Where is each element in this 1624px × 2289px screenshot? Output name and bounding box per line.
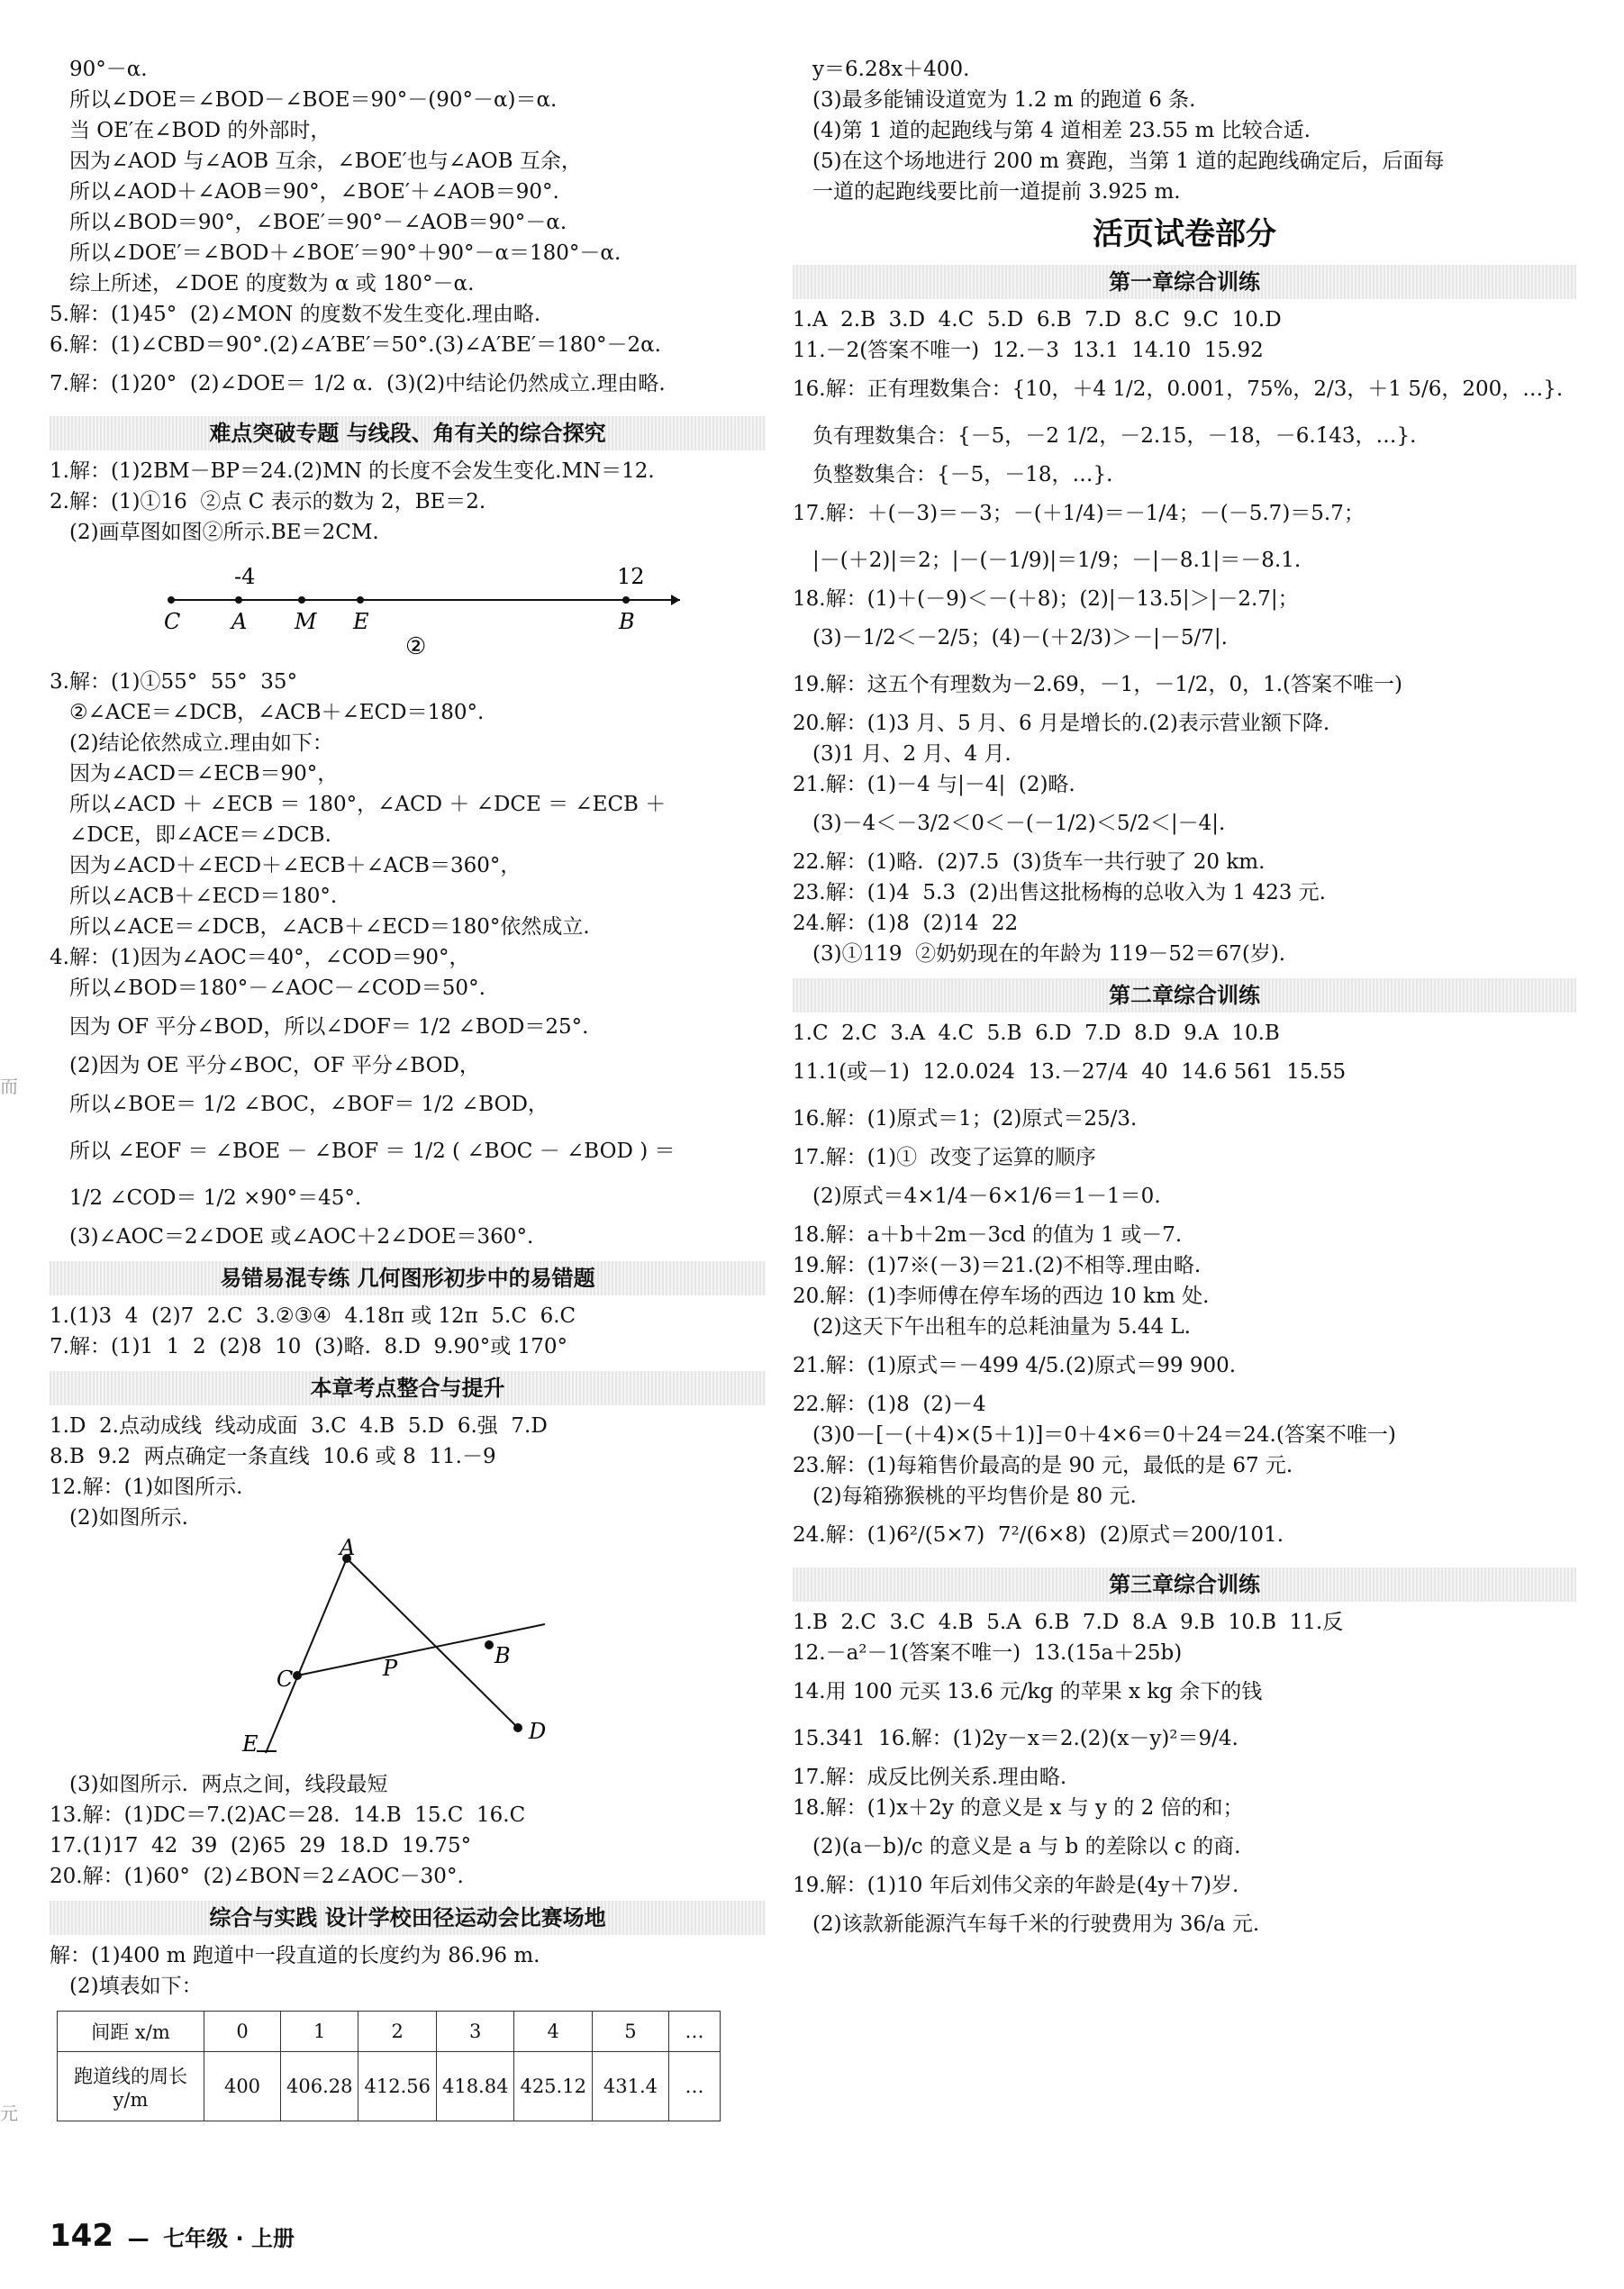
answer-block [793,54,1576,207]
perimeter-table [57,2011,721,2121]
answer-line: 1.A 2.B 3.D 4.C 5.D 6.B 7.D 8.C 9.C 10.D [793,308,1282,332]
answer-block [793,1607,1576,1948]
answer-line: 1.(1)3 4 (2)7 2.C 3.②③④ 4.18π 或 12π 5.C 6.C [50,1304,576,1328]
table-cell: 412.56 [358,2052,436,2121]
answer-line: 18.解：(1)＋(－9)＜－(＋8)；(2)|－13.5|＞|－2.7|； [793,587,1299,611]
answer-line: 7.解：(1)1 1 2 (2)8 10 (3)略. 8.D 9.90°或 170° [50,1335,567,1358]
answer-line: 所以 ∠EOF ＝ ∠BOE － ∠BOF ＝ 1/2 ( ∠BOC － ∠BOD ) ＝ [69,1140,676,1163]
section-title: 第三章综合训练 [793,1567,1576,1602]
margin-mark: 元 [0,2103,18,2124]
answer-block [50,1301,766,1362]
point-label: B [619,609,635,634]
answer-line: 20.解：(1)李师傅在停车场的西边 10 km 处. [793,1285,1210,1308]
table-header: 间距 x/m [58,2012,204,2052]
answer-line: 4.解：(1)因为∠AOC＝40°，∠COD＝90°， [50,946,470,969]
number-line-point [298,596,305,604]
answer-line: (3)0－[－(＋4)×(5＋1)]＝0＋4×6＝0＋24＝24.(答案不唯一) [812,1423,1396,1447]
table-cell: 400 [204,2052,281,2121]
answer-line: 17.解：成反比例关系.理由略. [793,1766,1067,1789]
answer-line: 2.解：(1)①16 ②点 C 表示的数为 2，BE＝2. [50,490,486,513]
table-cell: 2 [358,2012,436,2052]
table-cell: 431.4 [592,2052,668,2121]
table-cell: 4 [514,2012,592,2052]
answer-line: 3.解：(1)①55° 55° 35° [50,670,298,694]
table-cell: 3 [436,2012,513,2052]
point-C [293,1671,302,1680]
answer-line: y＝6.28x＋400. [812,58,970,81]
footer-dash: — [127,2226,150,2251]
answer-line: 22.解：(1)8 (2)－4 [793,1393,986,1416]
answer-block [50,1769,766,1892]
answer-line: 因为∠AOD 与∠AOB 互余，∠BOE′也与∠AOB 互余， [69,150,582,173]
answer-line: (2)画草图如图②所示.BE＝2CM. [69,521,379,544]
answer-line: (4)第 1 道的起跑线与第 4 道相差 23.55 m 比较合适. [812,119,1311,142]
answer-line: 当 OE′在∠BOD 的外部时， [69,119,331,142]
answer-line: 22.解：(1)略. (2)7.5 (3)货车一共行驶了 20 km. [793,850,1266,874]
arrow-head [671,595,680,605]
answer-line: (2)结论依然成立.理由如下： [69,731,333,755]
answer-line: 所以∠ACB＋∠ECD＝180°. [69,885,338,908]
point-B [485,1640,494,1649]
answer-line: 1.D 2.点动成线 线动成面 3.C 4.B 5.D 6.强 7.D [50,1414,548,1438]
answer-line: (3)最多能铺设道宽为 1.2 m 的跑道 6 条. [812,88,1196,112]
section-title: 本章考点整合与提升 [50,1371,766,1405]
number-line-point [168,596,175,604]
section-title: 难点突破专题 与线段、角有关的综合探究 [50,416,766,450]
answer-line: |－(＋2)|＝2；|－(－1/9)|＝1/9；－|－8.1|＝－8.1. [812,549,1302,572]
answer-line: 所以∠BOD＝90°，∠BOE′＝90°－∠AOB＝90°－α. [69,211,567,234]
answer-line: 17.解：＋(－3)＝－3；－(＋1/4)＝－1/4；－(－5.7)＝5.7； [793,502,1365,525]
geometry-point-label: A [340,1535,356,1560]
answer-line: 7.解：(1)20° (2)∠DOE＝ 1/2 α. (3)(2)中结论仍然成立.理由略. [50,372,666,395]
answer-line: 21.解：(1)原式＝－499 4/5.(2)原式＝99 900. [793,1354,1237,1377]
table-cell: 406.28 [281,2052,358,2121]
answer-line: 因为∠ACD＝∠ECB＝90°， [69,762,339,786]
answer-line: 负整数集合：{－5，－18，…}. [812,463,1113,486]
answer-line: 所以∠DOE′＝∠BOD＋∠BOE′＝90°＋90°－α＝180°－α. [69,241,621,265]
answer-line: 19.解：(1)7※(－3)＝21.(2)不相等.理由略. [793,1254,1202,1277]
answer-line: 16.解：(1)原式＝1；(2)原式＝25/3. [793,1107,1138,1131]
line-AE [266,1558,347,1753]
answer-line: 1.C 2.C 3.A 4.C 5.B 6.D 7.D 8.D 9.A 10.B [793,1022,1280,1045]
answer-line: 18.解：(1)x＋2y 的意义是 x 与 y 的 2 倍的和； [793,1796,1244,1820]
answer-line: 所以∠BOE＝ 1/2 ∠BOC，∠BOF＝ 1/2 ∠BOD， [69,1093,549,1116]
point-label: C [164,609,181,634]
answer-line: 一道的起跑线要比前一道提前 3.925 m. [812,180,1181,204]
table-cell: 1 [281,2012,358,2052]
left-column [50,54,766,2121]
answer-line: 19.解：(1)10 年后刘伟父亲的年龄是(4y＋7)岁. [793,1874,1239,1897]
answer-line: (2)如图所示. [69,1506,188,1530]
answer-line: (2)该款新能源汽车每千米的行驶费用为 36/a 元. [812,1912,1260,1936]
geometry-point-label: P [383,1656,398,1681]
answer-line: 8.B 9.2 两点确定一条直线 10.6 或 8 11.－9 [50,1445,496,1468]
table-cell: … [668,2052,720,2121]
geometry-figure [50,1535,590,1764]
answer-line: 12.－a²－1(答案不唯一) 13.(15a＋25b) [793,1641,1183,1665]
number-line-point [622,596,630,604]
geometry-point-label: D [529,1719,547,1744]
right-column [793,54,1576,1948]
answer-line: 6.解：(1)∠CBD＝90°.(2)∠A′BE′＝50°.(3)∠A′BE′＝180°－2α. [50,333,661,357]
answer-line: (2)因为 OE 平分∠BOC，OF 平分∠BOD， [69,1054,480,1077]
answer-line: 17.解：(1)① 改变了运算的顺序 [793,1146,1096,1169]
figure-number: ② [405,633,427,660]
table-cell: 0 [204,2012,281,2052]
answer-line: 23.解：(1)每箱售价最高的是 90 元，最低的是 67 元. [793,1454,1293,1477]
section-title: 易错易混专练 几何图形初步中的易错题 [50,1261,766,1295]
answer-line: 90°－α. [69,58,148,81]
answer-block [50,667,766,1252]
answer-line: 21.解：(1)－4 与|－4| (2)略. [793,773,1075,796]
answer-line: 因为∠ACD＋∠ECD＋∠ECB＋∠ACB＝360°， [69,854,522,877]
table-header: 跑道线的周长 y/m [58,2052,204,2121]
answer-block [50,1411,766,1533]
number-line-point [357,596,364,604]
point-D [513,1723,522,1732]
point-label: A [231,609,248,634]
answer-line: 14.用 100 元买 13.6 元/kg 的苹果 x kg 余下的钱 [793,1680,1263,1703]
grade-label: 七年级 · 上册 [163,2226,295,2251]
answer-line: 20.解：(1)3 月、5 月、6 月是增长的.(2)表示营业额下降. [793,712,1330,735]
answer-line: 18.解：a＋b＋2m－3cd 的值为 1 或－7. [793,1223,1183,1247]
section-title: 综合与实践 设计学校田径运动会比赛场地 [50,1901,766,1935]
answer-line: 所以∠AOD＋∠AOB＝90°，∠BOE′＋∠AOB＝90°. [69,180,559,204]
answer-line: 综上所述，∠DOE 的度数为 α 或 180°－α. [69,272,475,295]
number-line-figure [50,553,645,661]
answer-line: 所以∠BOD＝180°－∠AOC－∠COD＝50°. [69,976,485,1000]
answer-line: 1.B 2.C 3.C 4.B 5.A 6.B 7.D 8.A 9.B 10.B 11.反 [793,1611,1344,1634]
table-cell: 425.12 [514,2052,592,2121]
section-title: 第一章综合训练 [793,265,1576,299]
answer-line: (2)(a－b)/c 的意义是 a 与 b 的差除以 c 的商. [812,1835,1241,1858]
answer-line: (3)1 月、2 月、4 月. [812,742,1012,766]
answer-block [793,304,1576,969]
answer-line: 11.－2(答案不唯一) 12.－3 13.1 14.10 15.92 [793,339,1264,362]
point-label: E [353,609,369,634]
answer-line: (2)填表如下： [69,1975,203,1998]
answer-line: 负有理数集合：{－5，－2 1/2，－2.15，－18，－6.1̇43̇，…}. [812,424,1417,448]
answer-line: 20.解：(1)60° (2)∠BON＝2∠AOC－30°. [50,1865,464,1888]
answer-block [50,456,766,548]
answer-line: 24.解：(1)6²/(5×7) 7²/(6×8) (2)原式＝200/101. [793,1523,1284,1547]
answer-line: 16.解：正有理数集合：{10，＋4 1/2，0.001，75%，2/3，＋1 5/6，200，…}. [793,377,1564,401]
answer-line: 23.解：(1)4 5.3 (2)出售这批杨梅的总收入为 1 423 元. [793,881,1326,904]
answer-line: (2)这天下午出租车的总耗油量为 5.44 L. [812,1315,1191,1339]
answer-line: (3)－4＜－3/2＜0＜－(－1/2)＜5/2＜|－4|. [812,812,1226,835]
answer-line: 17.(1)17 42 39 (2)65 29 18.D 19.75° [50,1834,472,1858]
answer-block [50,54,766,407]
answer-line: (3)如图所示. 两点之间，线段最短 [69,1773,388,1796]
answer-line: 1/2 ∠COD＝ 1/2 ×90°＝45°. [69,1186,362,1210]
point-label: M [295,609,317,634]
answer-line: (2)每箱猕猴桃的平均售价是 80 元. [812,1485,1137,1508]
coordinate-label: -4 [234,564,256,589]
answer-line: 15.341 16.解：(1)2y－x＝2.(2)(x－y)²＝9/4. [793,1727,1238,1750]
answer-line: (3)①119 ②奶奶现在的年龄为 119－52＝67(岁). [812,942,1286,966]
margin-mark: 而 [0,1076,18,1097]
answer-block [50,1940,766,2002]
answer-line: 解：(1)400 m 跑道中一段直道的长度约为 86.96 m. [50,1944,540,1967]
answer-block [793,1018,1576,1558]
geometry-point-label: B [494,1643,511,1668]
answer-line: 5.解：(1)45° (2)∠MON 的度数不发生变化.理由略. [50,303,541,326]
table-cell: … [668,2012,720,2052]
geometry-point-label: C [277,1667,294,1692]
answer-line: 因为 OF 平分∠BOD，所以∠DOF＝ 1/2 ∠BOD＝25°. [69,1015,589,1039]
page-number: 142 [50,2218,113,2254]
geometry-point-label: E [242,1731,259,1757]
answer-line: 11.1(或－1) 12.0.024 13.－27/4 40 14.6 561 15.55 [793,1060,1347,1084]
answer-line: 所以∠ACE＝∠DCB，∠ACB＋∠ECD＝180°依然成立. [69,915,590,939]
coordinate-label: 12 [617,564,645,589]
answer-line: (2)原式＝4×1/4－6×1/6＝1－1＝0. [812,1185,1161,1208]
answer-line: 1.解：(1)2BM－BP＝24.(2)MN 的长度不会发生变化.MN＝12. [50,459,655,483]
answer-line: 19.解：这五个有理数为－2.69，－1，－1/2，0，1.(答案不唯一) [793,673,1402,696]
answer-line: ②∠ACE＝∠DCB，∠ACB＋∠ECD＝180°. [69,701,485,724]
answer-line: 所以∠ACD ＋ ∠ECB ＝ 180°，∠ACD ＋ ∠DCE ＝ ∠ECB ＋ [69,793,667,816]
answer-line: 12.解：(1)如图所示. [50,1476,243,1499]
answer-line: 所以∠DOE＝∠BOD－∠BOE＝90°－(90°－α)＝α. [69,88,558,112]
part-title: 活页试卷部分 [1093,216,1276,252]
table-cell: 5 [592,2012,668,2052]
answer-line: (5)在这个场地进行 200 m 赛跑，当第 1 道的起跑线确定后，后面每 [812,150,1445,173]
answer-line: (3)－1/2＜－2/5；(4)－(＋2/3)＞－|－5/7|. [812,626,1228,649]
section-title: 第二章综合训练 [793,978,1576,1013]
answer-line: 13.解：(1)DC＝7.(2)AC＝28. 14.B 15.C 16.C [50,1803,526,1827]
page-footer [50,2218,295,2254]
answer-line: 24.解：(1)8 (2)14 22 [793,912,1019,935]
answer-line: (3)∠AOC＝2∠DOE 或∠AOC＋2∠DOE＝360°. [69,1225,534,1249]
answer-line: ∠DCE，即∠ACE＝∠DCB. [69,823,331,847]
number-line-point [235,596,242,604]
table-cell: 418.84 [436,2052,513,2121]
